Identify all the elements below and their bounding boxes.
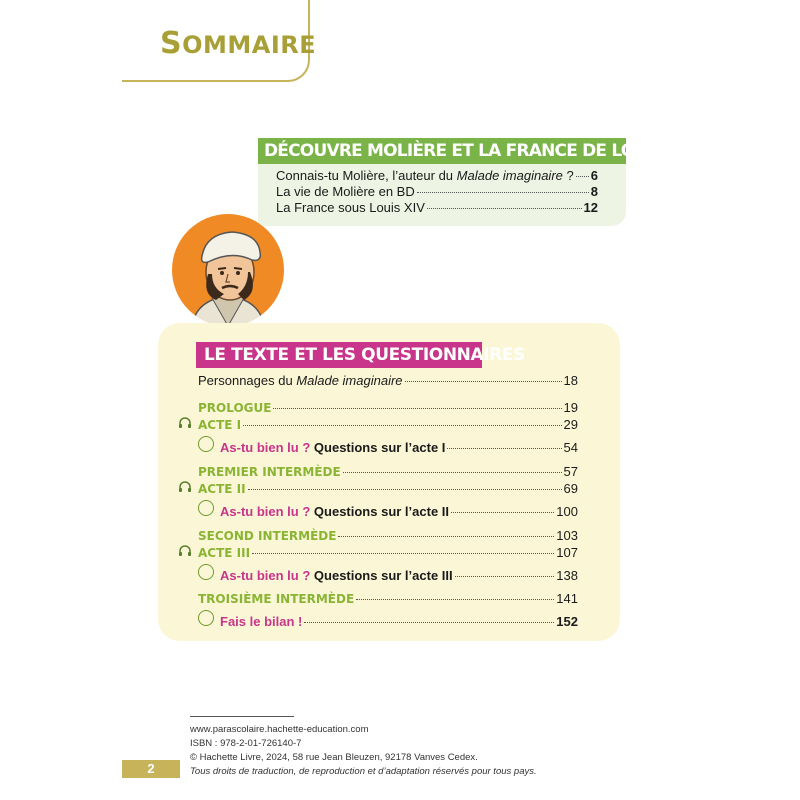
footer-isbn: ISBN : 978-2-01-726140-7	[190, 738, 302, 749]
headphones-icon	[178, 417, 192, 432]
leader-dots	[455, 576, 555, 577]
footer-url[interactable]: www.parascolaire.hachette-education.com	[190, 724, 369, 735]
footer-rule	[190, 716, 294, 717]
quiz-icon	[198, 564, 214, 580]
page-number: 138	[556, 568, 578, 583]
page-number: 8	[590, 184, 598, 199]
leader-dots	[343, 472, 562, 473]
quiz-icon	[198, 436, 214, 452]
leader-dots	[248, 489, 562, 490]
footer-copyright: © Hachette Livre, 2024, 58 rue Jean Bleuzen, 92178 Vanves Cedex.	[190, 752, 478, 763]
leader-dots	[576, 176, 589, 177]
toc-entry-premier-intermede[interactable]: PREMIER INTERMÈDE 57	[198, 464, 578, 479]
page-number: 69	[563, 481, 578, 496]
headphones-icon	[178, 481, 192, 496]
toc-entry-quiz-acte-3[interactable]: As-tu bien lu ? Questions sur l’acte III 138	[198, 564, 578, 583]
toc-entry-quiz-acte-1[interactable]: As-tu bien lu ? Questions sur l’acte I 54	[198, 436, 578, 455]
section2-heading: LE TEXTE ET LES QUESTIONNAIRES	[196, 342, 482, 368]
toc-entry-connais-tu[interactable]: Connais-tu Molière, l’auteur du Malade imaginaire ? 6	[276, 168, 598, 183]
toc-entry-acte-2[interactable]: ACTE II 69	[178, 481, 578, 496]
page-number: 6	[590, 168, 598, 183]
page-number: 12	[583, 200, 598, 215]
moliere-portrait	[172, 214, 284, 326]
section1-heading: DÉCOUVRE MOLIÈRE ET LA FRANCE DE LOUIS XIV	[258, 138, 626, 164]
quiz-icon	[198, 500, 214, 516]
toc-entry-vie-en-bd[interactable]: La vie de Molière en BD 8	[276, 184, 598, 199]
toc-entry-prologue[interactable]: PROLOGUE 19	[198, 400, 578, 415]
pencil-icon	[198, 610, 214, 626]
page-number-badge: 2	[122, 760, 180, 778]
page-number: 19	[563, 400, 578, 415]
leader-dots	[451, 512, 554, 513]
page-number: 152	[556, 614, 578, 629]
toc-entry-bilan[interactable]: Fais le bilan ! 152	[198, 610, 578, 629]
toc-entry-personnages[interactable]: Personnages du Malade imaginaire 18	[198, 373, 578, 388]
headphones-icon	[178, 545, 192, 560]
leader-dots	[338, 536, 554, 537]
leader-dots	[447, 448, 561, 449]
page-number: 141	[556, 591, 578, 606]
toc-entry-quiz-acte-2[interactable]: As-tu bien lu ? Questions sur l’acte II 100	[198, 500, 578, 519]
leader-dots	[273, 408, 561, 409]
page-number: 29	[563, 417, 578, 432]
page-number: 18	[563, 373, 578, 388]
leader-dots	[252, 553, 554, 554]
footer-rights: Tous droits de traduction, de reproduction et d’adaptation réservés pour tous pays.	[190, 766, 537, 777]
page-number: 100	[556, 504, 578, 519]
leader-dots	[427, 208, 582, 209]
leader-dots	[304, 622, 554, 623]
leader-dots	[417, 192, 589, 193]
leader-dots	[405, 381, 562, 382]
page-number: 107	[556, 545, 578, 560]
toc-entry-france-louis-xiv[interactable]: La France sous Louis XIV 12	[276, 200, 598, 215]
toc-entry-troisieme-intermede[interactable]: TROISIÈME INTERMÈDE 141	[198, 591, 578, 606]
leader-dots	[243, 425, 561, 426]
page-number: 103	[556, 528, 578, 543]
toc-entry-second-intermede[interactable]: SECOND INTERMÈDE 103	[198, 528, 578, 543]
page-number: 57	[563, 464, 578, 479]
leader-dots	[356, 599, 554, 600]
toc-entry-acte-3[interactable]: ACTE III 107	[178, 545, 578, 560]
toc-entry-acte-1[interactable]: ACTE I 29	[178, 417, 578, 432]
page-title: SOMMAIRE	[160, 26, 317, 61]
page-number: 54	[563, 440, 578, 455]
